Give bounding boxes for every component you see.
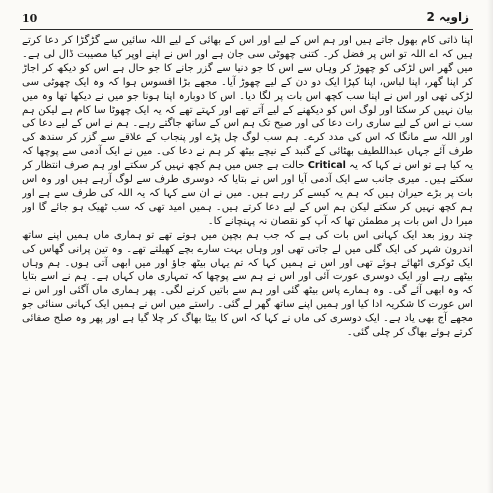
latin-word: Critical — [307, 160, 346, 172]
paragraph — [22, 34, 473, 229]
paragraph-text: چند روز بعد ایک کہانی اس بات کی ہے کہ جب ہم بچپن میں ہوتے تھے تو ہماری ماں ہمیں اپنے ساتھ اندرون شہر کی ایک گلی میں لے جاتی تھی اور وہاں بہت سارے بچے کھیلتے تھے۔ وہ تین پرانی گھاس کی ایک ٹوکری اٹھائے ہوئے تھی اور اس نے ہمیں کہا کہ تم یہاں بیٹھ جاؤ اور میں ابھی آتی ہوں۔ ہم وہاں بیٹھے رہے اور ایک دوسری عورت آئی اور اس نے ہم سے پوچھا کہ تمہاری ماں کہاں ہے۔ ہم نے اسے بتایا کہ وہ ابھی آئے گی۔ وہ ہمارے پاس بیٹھ گئی اور ہم سے باتیں کرنے لگی۔ پھر ہماری ماں آگئی اور اس نے اس عورت کا شکریہ ادا کیا اور ہمیں اپنے ساتھ گھر لے گئی۔ راستے میں اس نے ہمیں ایک کہانی سنائی جو مجھے آج بھی یاد ہے۔ ایک دوسری کی ماں نے کہا کہ اس کا بیٹا بھاگ کر چلا گیا ہے اور پھر وہ صلح صفائی کرتے ہوئے بھاگ کر چلی گئی۔ — [22, 229, 473, 339]
page-header — [22, 10, 473, 28]
running-title: زاویہ 2 — [426, 10, 469, 24]
paragraph-text: حالت ہے جس میں ہم کچھ نہیں کر سکتے اور ہم صرف انتظار کر سکتے ہیں۔ میری جانب سے ایک آدمی آیا اور اس نے بتایا کہ دوسری طرف سے لوگ آرہے ہیں اور وہ اس بات پر بڑے حیران ہیں کہ ہم یہ کیسے کر رہے ہیں۔ میں نے ان سے کہا کہ یہ اللہ کی طرف سے ہے اور ہم کچھ نہیں کر سکتے لیکن ہم اس کے لیے دعا کرتے ہیں۔ ہمیں امید تھی کہ سب ٹھیک ہو جائے گا اور میرا دل اس بات پر مطمئن تھا کہ آپ کو نقصان نہ پہنچانے کا۔ — [22, 160, 473, 227]
paragraph-text: ہم سب لوگ چل پڑے اور پنجاب کے علاقے سے گزر کر سندھ کی طرف آئے جہاں عبداللطیف بھٹائی کے گنبد کے نیچے بیٹھ کر ہم نے دعا کی۔ میں نے ایک آدمی سے پوچھا کہ یہ کیا ہے تو اس نے کہا کہ یہ — [22, 132, 473, 172]
header-rule — [20, 29, 473, 30]
paragraph — [22, 229, 473, 340]
page-number: 10 — [22, 12, 38, 25]
body-text — [22, 34, 473, 479]
paragraph-text: اپنا ذاتی کام بھول جاتے ہیں اور ہم اس کے لیے اور اس کے بھائی کے لیے اللہ سائیں سے گڑگڑا کر دعا کرتے ہیں کہ اے اللہ تو اس پر فضل کر۔ کتنی چھوٹی سی جان ہے اور اس نے اپنے اوپر کیا مصیبت ڈال لی ہے۔ میں گھر اس لڑکی کو چھوڑ کر وہاں سے اس کا جو دنیا سے گزر جانے کا جو حال ہے اس کو دیکھ کر اجاڑ کر اپنا گھر، اپنا لباس، اپنا کپڑا ایک دو دن کے لیے چھوڑ آیا۔ مجھے بڑا افسوس ہوا کہ وہ ایک چھوٹی سی لڑکی تھی اور اس نے اپنا سب کچھ اس بات پر لگا دیا۔ اس کا دوبارہ اپنا ہونا جو میں نے دیکھا تھا وہ میں بیان نہیں کر سکتا اور لوگ اس کو دیکھنے کے لیے آتے تھے اور کہتے تھے کہ یہ ایک چھوٹا سا کام ہے لیکن ہم سب نے اس کے لیے ساری رات دعا کی اور صبح تک ہم اس کے ساتھ جاگتے رہے۔ ہم نے اس کے لیے دعا کی اور اللہ سے مانگا کہ اس کی مدد کرے۔ — [22, 35, 473, 144]
binding-shadow — [487, 0, 493, 493]
